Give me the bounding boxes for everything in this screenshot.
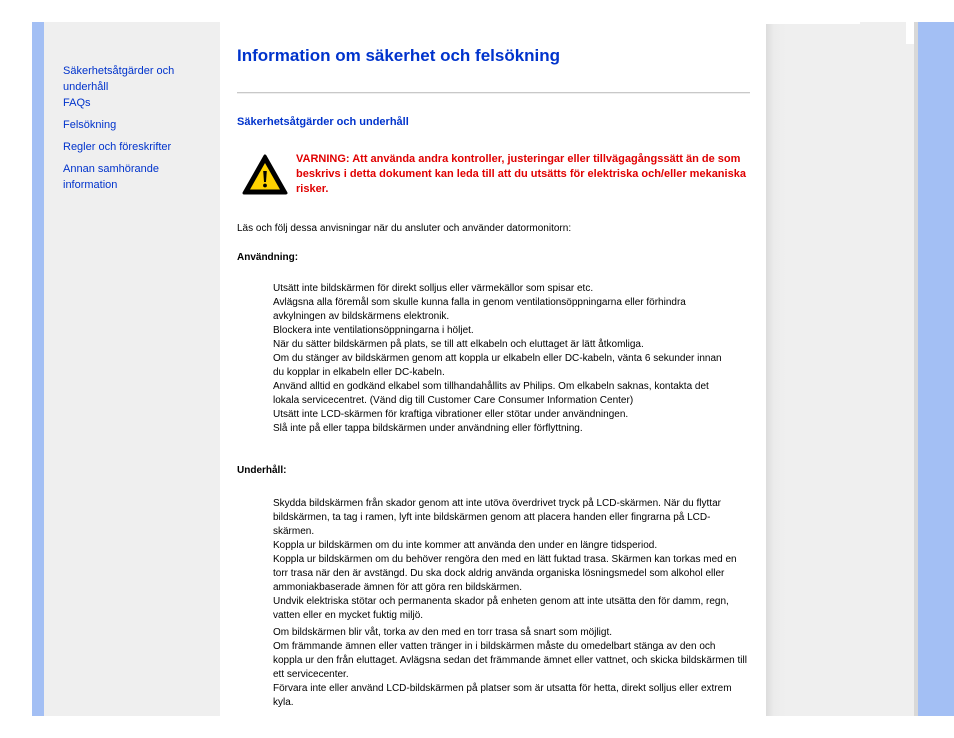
section-heading: Säkerhetsåtgärder och underhåll: [237, 116, 409, 128]
list-item: Utsätt inte LCD-skärmen för kraftiga vibrationer eller stötar under användningen.: [273, 409, 629, 420]
list-item: Om du stänger av bildskärmen genom att koppla ur elkabeln eller DC-kabeln, vänta 6 sekunder innan du kopplar in elkabeln eller DC-kabeln.: [273, 353, 722, 378]
list-item: Utsätt inte bildskärmen för direkt solljus eller värmekällor som spisar etc.: [273, 283, 594, 294]
intro-text: Läs och följ dessa anvisningar när du ansluter och använder datormonitorn:: [237, 223, 572, 234]
nav-link-other-info[interactable]: Annan samhörande information: [63, 163, 160, 191]
list-item: Skydda bildskärmen från skador genom att inte utöva överdrivet tryck på LCD-skärmen. När du flyttar bildskärmen, ta tag i ramen, lyft inte bildskärmen genom att placera handen eller fingrarna på LCD-skärmen.: [273, 498, 721, 537]
list-item: Om bildskärmen blir våt, torka av den med en torr trasa så snart som möjligt.: [273, 627, 613, 638]
maintenance-heading: Underhåll:: [237, 465, 287, 476]
page-title: Information om säkerhet och felsökning: [237, 46, 561, 65]
nav-link-safety-maintenance[interactable]: Säkerhetsåtgärder och underhåll: [63, 65, 175, 93]
list-item: Om främmande ämnen eller vatten tränger in i bildskärmen måste du omedelbart stänga av den och koppla ur den från eluttaget. Avlägsna sedan det främmande ämnet eller vattnet, och skicka bildskärmen till ett servicecenter.: [273, 641, 747, 680]
list-item: Förvara inte eller använd LCD-bildskärmen på platser som är utsatta för hetta, direkt solljus eller extrem kyla.: [273, 683, 732, 708]
usage-heading: Användning:: [237, 252, 299, 263]
sidebar-nav: [63, 63, 213, 199]
warning-triangle-icon: [242, 154, 288, 196]
nav-link-regulations[interactable]: Regler och föreskrifter: [63, 141, 172, 153]
left-blue-stripe: [32, 22, 44, 716]
right-sidebar: [766, 22, 918, 716]
list-item: Undvik elektriska stötar och permanenta skador på enheten genom att inte utsätta den för damm, regn, vatten eller en mycket fuktig miljö.: [273, 596, 729, 621]
warning-text: VARNING: Att använda andra kontroller, justeringar eller tillvägagångssätt än de som beskrivs i detta dokument kan leda till att du utsätts för elektriska och/eller mekaniska risker.: [296, 153, 746, 195]
maintenance-list: [273, 497, 751, 710]
list-item: Använd alltid en godkänd elkabel som tillhandahållits av Philips. Om elkabeln saknas, kontakta det lokala servicecentret. (Vänd dig till Customer Care Consumer Information Center): [273, 381, 709, 406]
list-item: Slå inte på eller tappa bildskärmen under användning eller förflyttning.: [273, 423, 583, 434]
list-item: Blockera inte ventilationsöppningarna i höljet.: [273, 325, 474, 336]
list-item: När du sätter bildskärmen på plats, se till att elkabeln och eluttaget är lätt åtkomliga.: [273, 339, 644, 350]
nav-link-troubleshooting[interactable]: Felsökning: [63, 119, 117, 131]
usage-list: [273, 282, 723, 436]
nav-link-faqs[interactable]: FAQs: [63, 97, 91, 109]
right-blue-stripe: [918, 22, 954, 716]
title-divider: [237, 92, 750, 94]
list-item: Koppla ur bildskärmen om du inte kommer att använda den under en längre tidsperiod.: [273, 540, 658, 551]
list-item: Avlägsna alla föremål som skulle kunna falla in genom ventilationsöppningarna eller förhindra avkylningen av bildskärmens elektronik.: [273, 297, 686, 322]
right-top-line: [766, 22, 860, 24]
list-item: Koppla ur bildskärmen om du behöver rengöra den med en lätt fuktad trasa. Skärmen kan torkas med en torr trasa när den är avstängd. Du ska dock aldrig använda organiska lösningsmedel som alkohol eller ammoniakbaserade ämnen för att göra ren bildskärmen.: [273, 554, 737, 593]
